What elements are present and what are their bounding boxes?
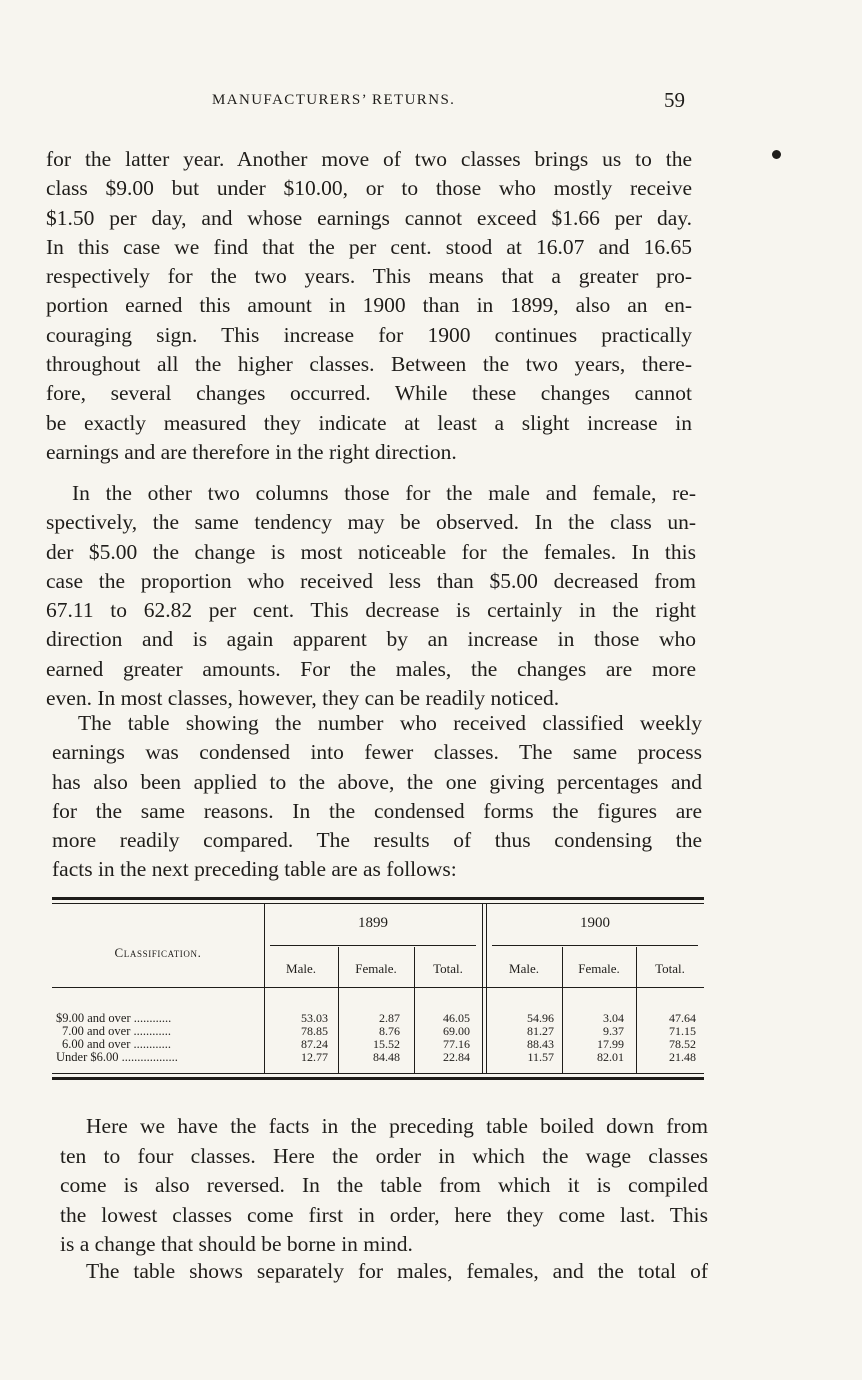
paragraph-4 <box>60 1112 708 1260</box>
year-header: 1900 <box>580 915 610 931</box>
table-cell: 78.52 <box>669 1037 696 1051</box>
paragraph-line: direction and is again apparent by an increase in those who <box>46 627 696 652</box>
table-cell: 21.48 <box>669 1050 696 1064</box>
paragraph-line: $1.50 per day, and whose earnings cannot exceed $1.66 per day. <box>46 205 692 230</box>
table-cell: 11.57 <box>527 1050 554 1064</box>
paragraph-line: come is also reversed. In the table from which it is compiled <box>60 1173 708 1198</box>
table-cell: 46.05 <box>443 1011 470 1025</box>
paragraph-3 <box>52 709 702 885</box>
table-cell: 17.99 <box>597 1037 624 1051</box>
ink-dot <box>772 150 781 159</box>
paragraph-line: couraging sign. This increase for 1900 continues practically <box>46 322 692 347</box>
year-header: 1899 <box>358 915 388 931</box>
column-header: Male. <box>286 961 316 976</box>
paragraph-line: more readily compared. The results of thus condensing the <box>52 828 702 853</box>
paragraph-line: portion earned this amount in 1900 than in 1899, also an en- <box>46 293 692 318</box>
paragraph-line: for the same reasons. In the condensed forms the figures are <box>52 798 702 823</box>
paragraph-line: Here we have the facts in the preceding table boiled down from <box>86 1114 708 1138</box>
paragraph-line: has also been applied to the above, the one giving percentages and <box>52 769 702 794</box>
paragraph-line: ten to four classes. Here the order in which the wage classes <box>60 1143 708 1168</box>
paragraph-line: earnings and are therefore in the right direction. <box>46 439 457 464</box>
paragraph-line: is a change that should be borne in mind. <box>60 1232 413 1257</box>
paragraph-line: be exactly measured they indicate at least a slight increase in <box>46 410 692 435</box>
paragraph-line: the lowest classes come first in order, here they come last. This <box>60 1202 708 1227</box>
table-cell: 87.24 <box>301 1037 328 1051</box>
paragraph-line: der $5.00 the change is most noticeable for the females. In this <box>46 539 696 564</box>
table-bottom-rule-thin <box>52 1073 704 1074</box>
paragraph-line: case the proportion who received less than $5.00 decreased from <box>46 568 696 593</box>
table-cell: 9.37 <box>603 1024 624 1038</box>
wage-classification-table <box>52 897 704 1082</box>
table-cell: 71.15 <box>669 1024 696 1038</box>
year-underline <box>270 945 476 946</box>
column-header: Male. <box>509 961 539 976</box>
paragraph-line: respectively for the two years. This means that a greater pro- <box>46 264 692 289</box>
table-cell: 3.04 <box>603 1011 624 1025</box>
column-header: Total. <box>433 961 463 976</box>
table-cell: 12.77 <box>301 1050 328 1064</box>
table-top-rule-thin <box>52 903 704 904</box>
table-cell: 47.64 <box>669 1011 696 1025</box>
table-cell: 15.52 <box>373 1037 400 1051</box>
table-cell: 81.27 <box>527 1024 554 1038</box>
row-label: Under $6.00 .................. <box>56 1050 178 1064</box>
table-cell: 54.96 <box>527 1011 554 1025</box>
table-cell: 88.43 <box>527 1037 554 1051</box>
running-head: MANUFACTURERS’ RETURNS. <box>212 92 456 108</box>
paragraph-line: earnings was condensed into fewer classes. The same process <box>52 740 702 765</box>
paragraph-line: for the latter year. Another move of two classes brings us to the <box>46 147 692 171</box>
column-divider <box>482 904 483 1073</box>
paragraph-line: facts in the next preceding table are as follows: <box>52 857 457 882</box>
table-cell: 77.16 <box>443 1037 470 1051</box>
row-label: $9.00 and over ............ <box>56 1011 172 1025</box>
year-underline <box>492 945 698 946</box>
paragraph-line: 67.11 to 62.82 per cent. This decrease is certainly in the right <box>46 598 696 623</box>
table-cell: 84.48 <box>373 1050 400 1064</box>
column-header: Female. <box>355 961 397 976</box>
classification-header: Classification. <box>114 945 202 960</box>
column-header: Total. <box>655 961 685 976</box>
table-bottom-rule <box>52 1077 704 1080</box>
row-label: 7.00 and over ............ <box>62 1024 172 1038</box>
paragraph-line: In the other two columns those for the male and female, re- <box>72 481 696 505</box>
paragraph-5 <box>60 1257 708 1286</box>
table-top-rule <box>52 897 704 900</box>
table-cell: 69.00 <box>443 1024 470 1038</box>
paragraph-line: fore, several changes occurred. While these changes cannot <box>46 381 692 406</box>
page-header <box>0 88 862 122</box>
table-cell: 22.84 <box>443 1050 470 1064</box>
paragraph-line: In this case we find that the per cent. stood at 16.07 and 16.65 <box>46 234 692 259</box>
page-number: 59 <box>664 88 685 112</box>
paragraph-line: throughout all the higher classes. Between the two years, there- <box>46 352 692 377</box>
table-cell: 53.03 <box>301 1011 328 1025</box>
paragraph-line: even. In most classes, however, they can be readily noticed. <box>46 686 560 711</box>
column-header: Female. <box>578 961 620 976</box>
table-cell: 78.85 <box>301 1024 328 1038</box>
paragraph-line: The table shows separately for males, females, and the total of <box>86 1259 708 1283</box>
paragraph-line: class $9.00 but under $10.00, or to those who mostly receive <box>46 176 692 201</box>
paragraph-1 <box>46 145 692 467</box>
paragraph-line: spectively, the same tendency may be observed. In the class un- <box>46 510 696 535</box>
table-header-rule <box>52 987 704 988</box>
table-cell: 2.87 <box>379 1011 400 1025</box>
table-cell: 8.76 <box>379 1024 400 1038</box>
table-cell: 82.01 <box>597 1050 624 1064</box>
row-label: 6.00 and over ............ <box>62 1037 172 1051</box>
paragraph-line: The table showing the number who received classified weekly <box>78 711 702 735</box>
paragraph-2 <box>46 479 696 713</box>
paragraph-line: earned greater amounts. For the males, the changes are more <box>46 656 696 681</box>
